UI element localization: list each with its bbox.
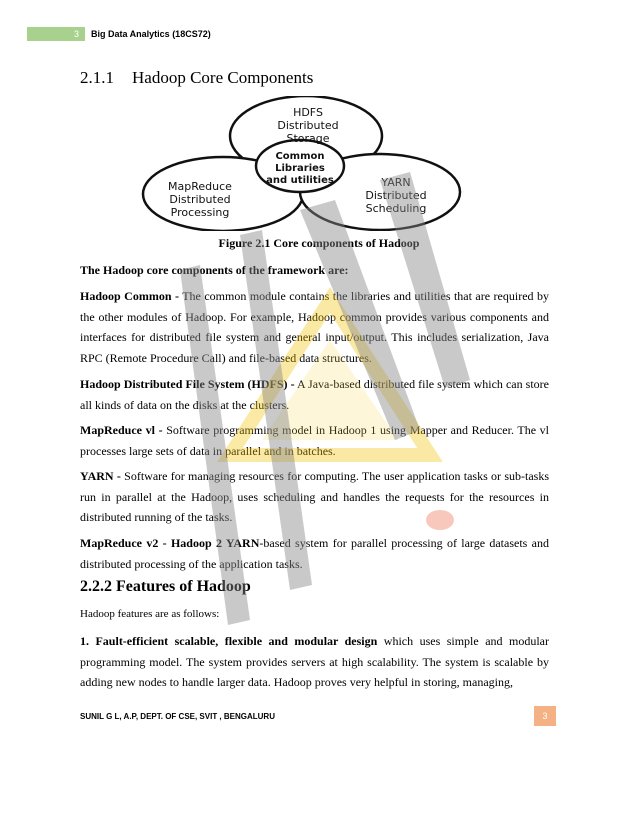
svg-text:Libraries <box>275 163 325 174</box>
svg-text:Storage <box>286 132 329 145</box>
section-title: Hadoop Core Components <box>132 68 314 87</box>
mapreduce-label-2: Distributed <box>169 193 231 206</box>
hdfs-label-2: Distributed <box>277 119 339 132</box>
common-label-2: Libraries <box>275 163 325 174</box>
yarn-label-3: Scheduling <box>365 202 427 215</box>
feature-1 <box>80 631 549 693</box>
item-text: -based system for parallel processing of large datasets and distributed processing of the application tasks. <box>80 536 549 571</box>
svg-text:Processing <box>171 206 230 219</box>
feature-text: which uses simple and modular programming model. The system provides servers at high scalability. The system is scalable by adding new nodes to handle larger data. Hadoop proves very helpful in storing, managing, <box>80 634 549 689</box>
svg-text:YARN <box>380 176 410 189</box>
svg-text:Scheduling <box>366 202 427 215</box>
feature-term: 1. Fault-efficient scalable, flexible and modular design <box>80 634 378 648</box>
svg-text:Distributed <box>365 189 426 202</box>
svg-text:and utilities <box>266 175 334 186</box>
item-text: Software programming model in Hadoop 1 using Mapper and Reducer. The vl processes large sets of data in parallel and in batches. <box>80 423 549 458</box>
item-text: A Java-based distributed file system which can store all kinds of data on the disks at the clusters. <box>80 377 549 412</box>
item-term: Hadoop Common - <box>80 289 179 303</box>
yarn-label-1: YARN <box>381 176 411 189</box>
figure-caption: Figure 2.1 Core components of Hadoop <box>218 236 420 250</box>
item-hdfs <box>80 374 549 415</box>
item-mapreduce-v2 <box>80 533 549 574</box>
header-page-number: 3 <box>27 27 85 41</box>
common-label-3: and utilities <box>266 175 334 186</box>
core-components-diagram <box>140 96 470 231</box>
item-text: Software for managing resources for computing. The user application tasks or sub-tasks run in parallel at the Hadoop, uses scheduling and handles the requests for the resources in distributed running of the tasks. <box>80 469 550 524</box>
section-heading <box>80 68 313 88</box>
components-intro: The Hadoop core components of the framework are: <box>80 263 349 277</box>
mapreduce-label-1: MapReduce <box>168 180 232 193</box>
item-text: The common module contains the libraries and utilities that are required by the other modules of Hadoop. For example, Hadoop common provides various components and interfaces for distributed file system and general input/output. This includes serialization, Java RPC (Remote Procedure Call) and file-based data structures. <box>80 289 550 365</box>
page-header <box>27 27 211 41</box>
hdfs-label-3: Storage <box>286 132 330 145</box>
item-hadoop-common <box>80 286 549 368</box>
svg-text:MapReduce <box>168 180 232 193</box>
features-heading: 2.2.2 Features of Hadoop <box>80 578 251 595</box>
svg-text:Common <box>275 151 324 162</box>
item-mapreduce-v1 <box>80 420 549 461</box>
svg-text:HDFS <box>293 106 323 119</box>
header-title: Big Data Analytics (18CS72) <box>91 29 211 39</box>
footer-page-number: 3 <box>534 706 556 726</box>
page-footer: SUNIL G L, A.P, DEPT. OF CSE, SVIT , BENGALURU <box>80 712 275 721</box>
item-term: Hadoop Distributed File System (HDFS) - <box>80 377 295 391</box>
item-term: MapReduce v2 - Hadoop 2 YARN <box>80 536 260 550</box>
features-intro: Hadoop features are as follows: <box>80 608 220 620</box>
svg-text:Distributed <box>169 193 230 206</box>
item-term: MapReduce vl - <box>80 423 163 437</box>
section-number: 2.1.1 <box>80 68 114 87</box>
item-term: YARN - <box>80 469 121 483</box>
yarn-label-2: Distributed <box>365 189 427 202</box>
hdfs-label-1: HDFS <box>293 106 323 119</box>
svg-text:Distributed <box>277 119 338 132</box>
common-label-1: Common <box>275 151 325 162</box>
mapreduce-label-3: Processing <box>170 206 230 219</box>
item-yarn <box>80 466 549 528</box>
